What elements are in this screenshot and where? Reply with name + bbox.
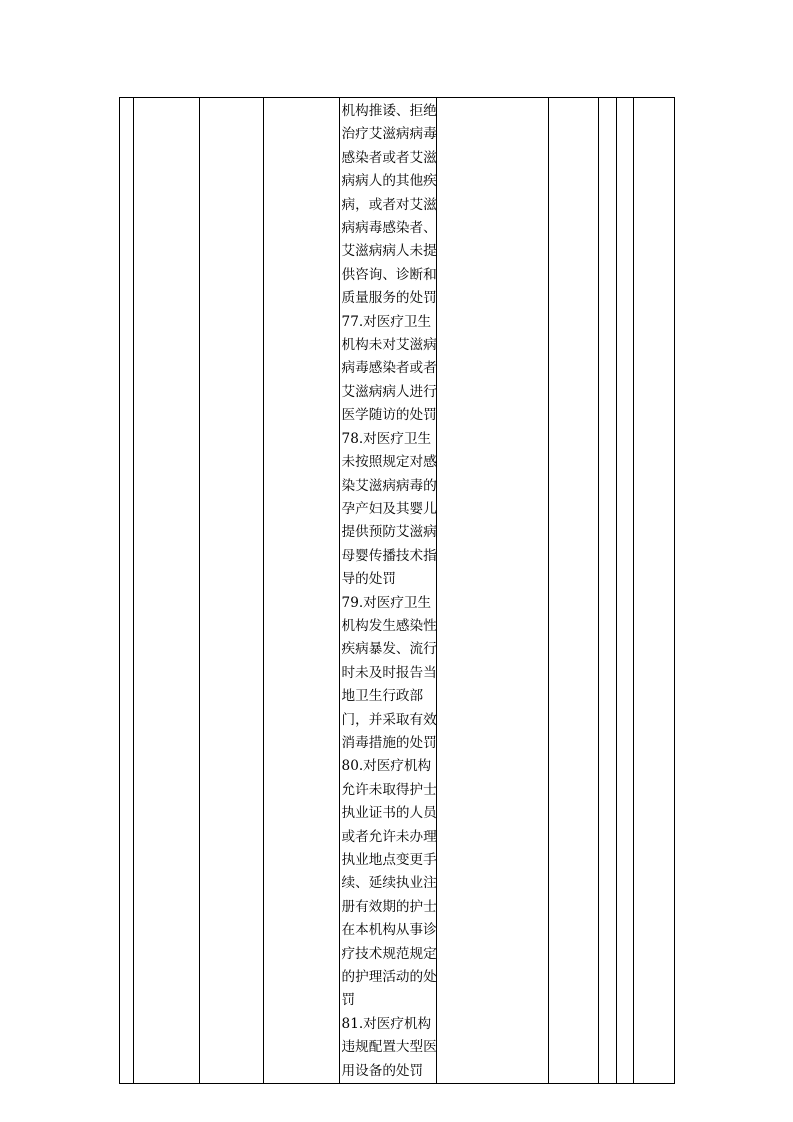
item-text-line: 用设备的处罚: [341, 1062, 424, 1079]
item-text-line: 违规配置大型医: [341, 1039, 437, 1056]
table-cell-items: [339, 98, 437, 1084]
item-text-line: 续、延续执业注: [341, 875, 437, 892]
item-text-line: 疗技术规范规定: [341, 945, 437, 962]
item-text-line: 消毒措施的处罚: [341, 734, 437, 751]
item-text-line: 册有效期的护士: [341, 898, 437, 915]
table-cell-col4: [264, 98, 340, 1084]
table-cell-col3: [199, 98, 263, 1084]
item-text-line: 供咨询、诊断和: [341, 266, 437, 283]
item-text-line: 病病毒感染者、: [341, 220, 437, 237]
table-cell-col8: [599, 98, 616, 1084]
item-text-line: 医学随访的处罚: [341, 407, 437, 424]
item-text-line: 的护理活动的处: [341, 969, 437, 986]
item-text-line: 机构推诿、拒绝: [341, 103, 437, 119]
table-cell-col7: [549, 98, 599, 1084]
item-text-line: 导的处罚: [341, 571, 396, 588]
item-text-line: 在本机构从事诊: [341, 922, 437, 939]
item-text-line: 执业证书的人员: [341, 805, 437, 822]
table-cell-col10: [633, 98, 674, 1084]
item-text-line: 79.对医疗卫生: [341, 594, 432, 611]
item-text-line: 病，或者对艾滋: [341, 196, 437, 213]
item-text-line: 治疗艾滋病病毒: [341, 126, 437, 143]
table-cell-col2: [134, 98, 199, 1084]
item-text-line: 提供预防艾滋病: [341, 524, 437, 541]
item-text-line: 艾滋病病人进行: [341, 383, 437, 400]
item-text-line: 80.对医疗机构: [341, 758, 432, 775]
item-text-line: 母婴传播技术指: [341, 547, 437, 564]
item-text-line: 染艾滋病病毒的: [341, 477, 437, 494]
table-row: [120, 98, 675, 1084]
item-text-line: 感染者或者艾滋: [341, 149, 437, 166]
penalty-items-table: [119, 97, 675, 1084]
table-cell-col9: [616, 98, 633, 1084]
table-cell-col6: [437, 98, 549, 1084]
item-text-line: 门，并采取有效: [341, 711, 437, 728]
item-text-line: 孕产妇及其婴儿: [341, 500, 437, 517]
item-text-line: 机构未对艾滋病: [341, 337, 437, 354]
item-text-line: 81.对医疗机构: [341, 1015, 432, 1032]
items-text: [340, 98, 437, 1083]
item-text-line: 或者允许未办理: [341, 828, 437, 845]
item-text-line: 地卫生行政部: [341, 688, 424, 705]
item-text-line: 罚: [341, 992, 356, 1009]
item-text-line: 77.对医疗卫生: [341, 313, 432, 330]
item-text-line: 艾滋病病人未提: [341, 243, 437, 260]
item-text-line: 病毒感染者或者: [341, 360, 437, 377]
item-text-line: 病病人的其他疾: [341, 173, 437, 190]
item-text-line: 质量服务的处罚: [341, 290, 437, 307]
item-text-line: 执业地点变更手: [341, 852, 437, 868]
item-text-line: 疾病暴发、流行: [341, 641, 437, 658]
item-text-line: 机构发生感染性: [341, 617, 437, 634]
item-text-line: 时未及时报告当: [341, 664, 437, 681]
table-cell-col1: [120, 98, 134, 1084]
item-text-line: 78.对医疗卫生: [341, 430, 432, 447]
item-text-line: 允许未取得护士: [341, 781, 437, 798]
item-text-line: 未按照规定对感: [341, 454, 437, 471]
